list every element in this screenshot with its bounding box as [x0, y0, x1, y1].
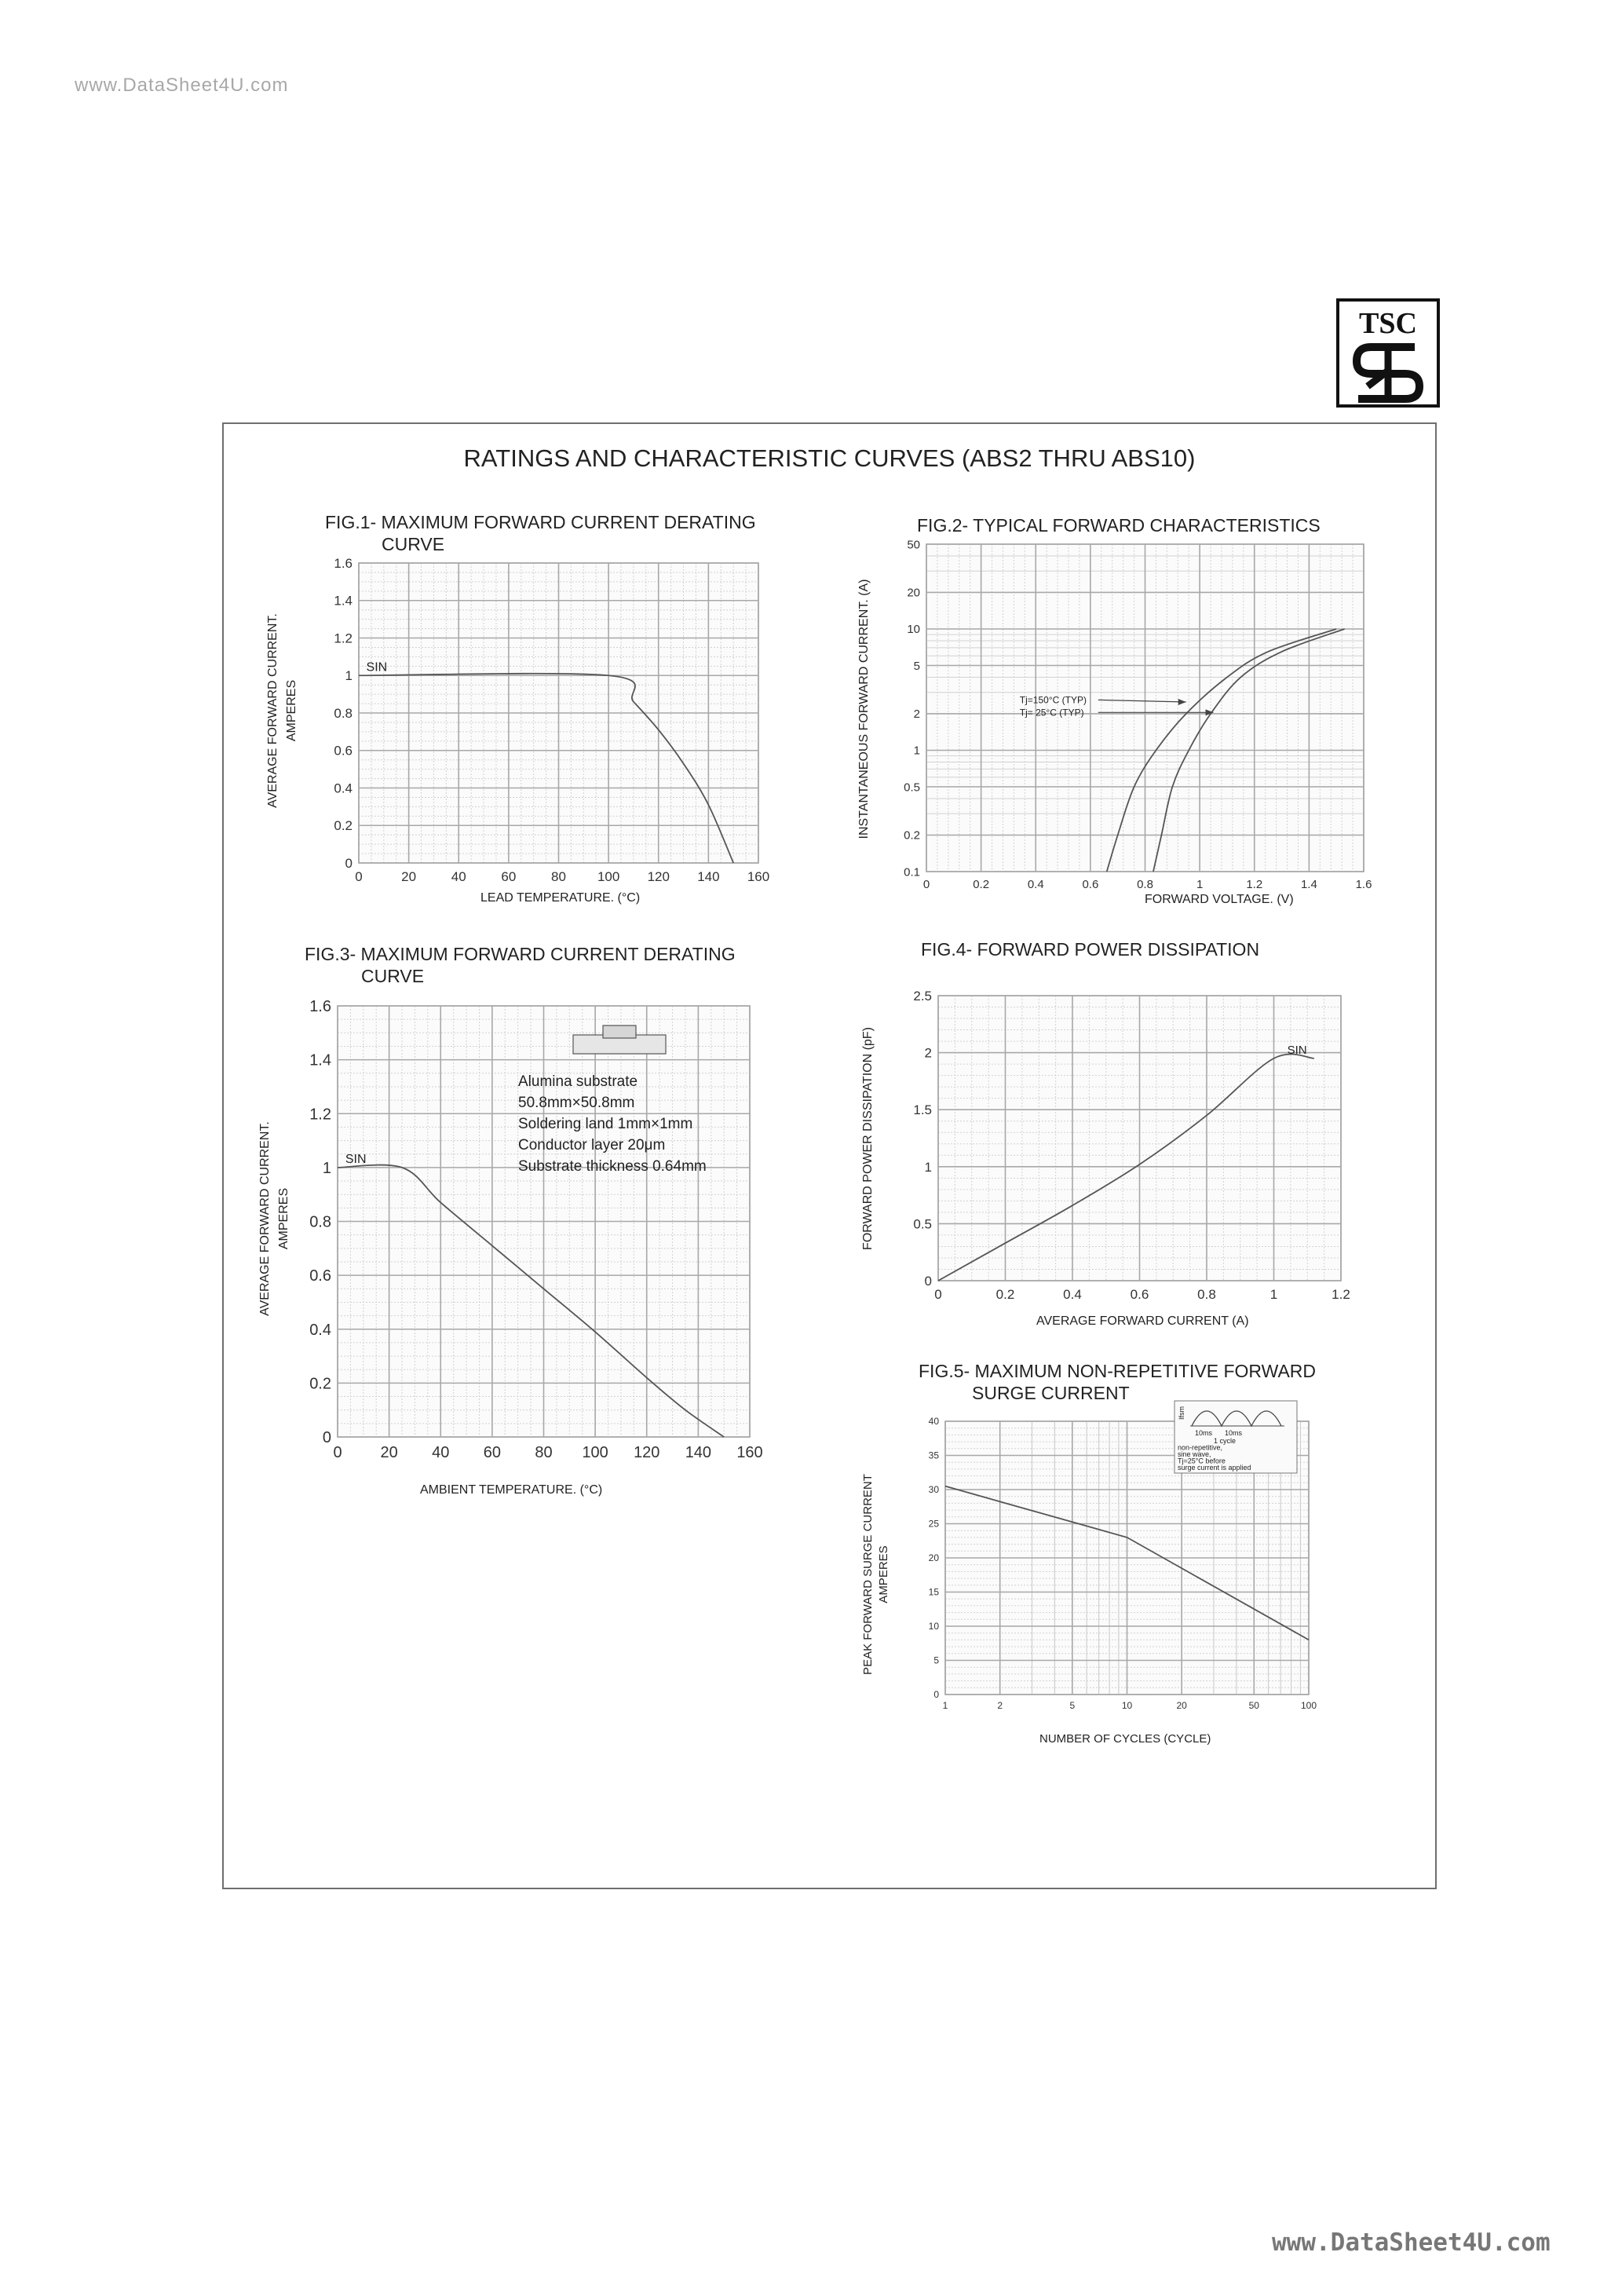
fig5-xtick-label: 50 — [1248, 1700, 1259, 1711]
fig3-note-3: Conductor layer 20μm — [518, 1137, 666, 1153]
fig3-xtick-label: 0 — [333, 1444, 342, 1461]
fig2-ytick-label: 5 — [913, 659, 920, 673]
fig4-xtick-label: 0.8 — [1197, 1287, 1216, 1302]
fig2-ytick-label: 0.1 — [904, 865, 920, 879]
fig4-xtick-label: 0 — [934, 1287, 942, 1302]
fig2-ytick-label: 20 — [907, 586, 920, 600]
fig2-ytick-label: 1 — [913, 744, 920, 758]
fig2-annotation-0: Tj=150°C (TYP) — [1019, 694, 1087, 706]
fig1-xtick-label: 20 — [401, 869, 417, 884]
fig4-ylabel: FORWARD POWER DISSIPATION (pF) — [861, 1027, 875, 1250]
fig3-note-1: 50.8mm×50.8mm — [518, 1095, 635, 1111]
fig1-ytick-label: 1 — [345, 668, 353, 684]
fig4-ytick-label: 2 — [924, 1045, 932, 1061]
fig2-ylabel: INSTANTANEOUS FORWARD CURRENT. (A) — [857, 579, 871, 839]
fig4-xtick-label: 0.2 — [995, 1287, 1015, 1302]
fig3-ytick-label: 0 — [322, 1429, 331, 1446]
fig3-ylabel-2: AMPERES — [277, 1187, 290, 1250]
fig5-xtick-label: 1 — [942, 1700, 948, 1711]
fig3-xtick-label: 100 — [582, 1444, 608, 1461]
fig3-xtick-label: 20 — [380, 1444, 398, 1461]
fig1-ytick-label: 0 — [345, 855, 353, 871]
fig2-xtick-label: 1 — [1196, 878, 1204, 891]
main-title: RATINGS AND CHARACTERISTIC CURVES (ABS2 THRU ABS10) — [463, 444, 1196, 472]
fig1-xtick-label: 80 — [551, 869, 566, 884]
fig5-inset-note-3: Tj=25°C before — [1178, 1457, 1226, 1465]
fig2-xtick-label: 1.2 — [1246, 878, 1263, 891]
fig1-ytick-label: 1.6 — [334, 555, 353, 571]
fig3-title-line1: FIG.3- MAXIMUM FORWARD CURRENT DERATING — [305, 944, 736, 964]
fig1-title-line2: CURVE — [382, 534, 445, 554]
fig1-xtick-label: 60 — [501, 869, 517, 884]
fig3-note-2: Soldering land 1mm×1mm — [518, 1116, 693, 1132]
fig2-title-line1: FIG.2- TYPICAL FORWARD CHARACTERISTICS — [917, 515, 1321, 536]
fig4-ytick-label: 1 — [924, 1159, 932, 1175]
fig3-ytick-label: 0.4 — [309, 1321, 331, 1339]
fig2-xtick-label: 0.6 — [1082, 878, 1099, 891]
fig3-xtick-label: 160 — [736, 1444, 763, 1461]
fig5-ytick-label: 20 — [928, 1552, 939, 1564]
fig2-ytick-label: 0.5 — [904, 781, 920, 795]
fig5-xtick-label: 20 — [1176, 1700, 1187, 1711]
fig3-xtick-label: 140 — [685, 1444, 712, 1461]
fig3-series-label: SIN — [345, 1152, 367, 1166]
fig3-ytick-label: 0.8 — [309, 1213, 331, 1231]
fig4-series-label: SIN — [1287, 1044, 1307, 1058]
fig3-ytick-label: 0.6 — [309, 1267, 331, 1285]
fig5-inset-note-0: 1 cycle — [1214, 1437, 1237, 1445]
fig5-ytick-label: 40 — [928, 1416, 939, 1428]
fig1-ytick-label: 1.4 — [334, 593, 353, 609]
fig3-ylabel: AVERAGE FORWARD CURRENT. — [258, 1121, 272, 1316]
fig3-ytick-label: 0.2 — [309, 1375, 331, 1393]
fig5-xtick-label: 2 — [997, 1700, 1003, 1711]
fig3-xlabel: AMBIENT TEMPERATURE. (°C) — [420, 1483, 603, 1497]
fig5-ytick-label: 0 — [933, 1689, 939, 1701]
fig3-title-line2: CURVE — [361, 966, 425, 986]
fig1-series-label: SIN — [366, 660, 388, 675]
fig4-ytick-label: 1.5 — [913, 1102, 932, 1118]
fig1-ytick-label: 0.8 — [334, 705, 353, 721]
fig1-ylabel: AVERAGE FORWARD CURRENT. — [266, 613, 279, 808]
fig3-note-4: Substrate thickness 0.64mm — [518, 1158, 707, 1175]
fig5-title-line1: FIG.5- MAXIMUM NON-REPETITIVE FORWARD — [919, 1361, 1317, 1381]
fig2-xtick-label: 0.4 — [1027, 878, 1044, 891]
fig5-inset-note-4: surge current is applied — [1178, 1464, 1251, 1472]
fig4-xtick-label: 0.4 — [1063, 1287, 1082, 1302]
fig5-xtick-label: 100 — [1300, 1700, 1317, 1711]
fig5-xlabel: NUMBER OF CYCLES (CYCLE) — [1039, 1732, 1211, 1746]
fig4-title-line1: FIG.4- FORWARD POWER DISSIPATION — [921, 939, 1260, 960]
fig3-note-0: Alumina substrate — [518, 1073, 638, 1090]
fig5-ytick-label: 25 — [928, 1518, 939, 1530]
fig1-ytick-label: 1.2 — [334, 631, 353, 646]
fig5-ylabel-2: AMPERES — [877, 1545, 890, 1603]
watermark-top: www.DataSheet4U.com — [75, 75, 289, 96]
fig2-xtick-label: 0.2 — [973, 878, 990, 891]
fig1-xtick-label: 120 — [647, 869, 670, 884]
fig5-ytick-label: 35 — [928, 1450, 939, 1461]
fig2-ytick-label: 2 — [913, 707, 920, 722]
fig5-xtick-label: 5 — [1069, 1700, 1076, 1711]
fig4-ytick-label: 0 — [924, 1273, 932, 1289]
fig1-ytick-label: 0.6 — [334, 743, 353, 759]
fig5-xtick-label: 10 — [1121, 1700, 1133, 1711]
fig2-xtick-label: 1.6 — [1355, 878, 1372, 891]
fig5-ytick-label: 5 — [933, 1654, 939, 1666]
fig1-ylabel-2: AMPERES — [285, 679, 298, 742]
fig4-xtick-label: 1 — [1269, 1287, 1278, 1302]
fig1-xtick-label: 0 — [355, 869, 363, 884]
fig3-xtick-label: 80 — [535, 1444, 553, 1461]
fig5-ylabel: PEAK FORWARD SURGE CURRENT — [861, 1474, 875, 1675]
fig3-xtick-label: 60 — [483, 1444, 501, 1461]
fig2-xtick-label: 0 — [922, 878, 930, 891]
fig5-ytick-label: 30 — [928, 1484, 939, 1496]
fig2-ytick-label: 0.2 — [904, 828, 920, 843]
fig5-plot — [861, 1401, 1317, 1746]
fig3-ytick-label: 1.2 — [309, 1106, 331, 1124]
fig5-inset-t2: 10ms — [1225, 1429, 1243, 1437]
fig2-xlabel: FORWARD VOLTAGE. (V) — [1145, 893, 1294, 906]
fig4-xtick-label: 0.6 — [1130, 1287, 1149, 1302]
fig1-ytick-label: 0.4 — [334, 781, 353, 796]
fig4-ytick-label: 0.5 — [913, 1216, 932, 1232]
fig5-ytick-label: 15 — [928, 1586, 939, 1598]
fig2-annotation-1: Tj= 25°C (TYP) — [1019, 707, 1084, 718]
fig2-xtick-label: 1.4 — [1300, 878, 1317, 891]
fig1-title-line1: FIG.1- MAXIMUM FORWARD CURRENT DERATING — [325, 512, 756, 532]
fig4-xtick-label: 1.2 — [1332, 1287, 1350, 1302]
fig3-xtick-label: 120 — [634, 1444, 660, 1461]
fig1-xtick-label: 40 — [451, 869, 466, 884]
fig2-xtick-label: 0.8 — [1137, 878, 1153, 891]
fig4-ytick-label: 2.5 — [913, 988, 932, 1004]
fig3-ytick-label: 1.6 — [309, 998, 331, 1015]
fig3-ytick-label: 1 — [322, 1159, 331, 1177]
fig5-inset-note-2: sine wave, — [1178, 1450, 1211, 1458]
watermark-bottom: www.DataSheet4U.com — [1272, 2228, 1551, 2257]
fig1-xtick-label: 160 — [747, 869, 770, 884]
fig2-ytick-label: 50 — [907, 538, 920, 552]
logo-text: TSC — [1359, 307, 1417, 340]
fig1-xtick-label: 100 — [597, 869, 620, 884]
fig1-xlabel: LEAD TEMPERATURE. (°C) — [480, 891, 641, 905]
fig3-ytick-label: 1.4 — [309, 1051, 331, 1069]
fig5-ytick-label: 10 — [928, 1621, 939, 1632]
fig5-title-line2: SURGE CURRENT — [972, 1383, 1130, 1403]
fig1-ytick-label: 0.2 — [334, 818, 353, 834]
fig5-inset-t1: 10ms — [1195, 1429, 1213, 1437]
fig2-ytick-label: 10 — [907, 623, 920, 637]
fig4-xlabel: AVERAGE FORWARD CURRENT (A) — [1036, 1314, 1249, 1328]
fig3-xtick-label: 40 — [432, 1444, 450, 1461]
fig5-inset-note-1: non-repetitive, — [1178, 1443, 1223, 1452]
fig5-inset-ifsm: Ifsm — [1178, 1406, 1185, 1420]
fig1-xtick-label: 140 — [697, 869, 720, 884]
